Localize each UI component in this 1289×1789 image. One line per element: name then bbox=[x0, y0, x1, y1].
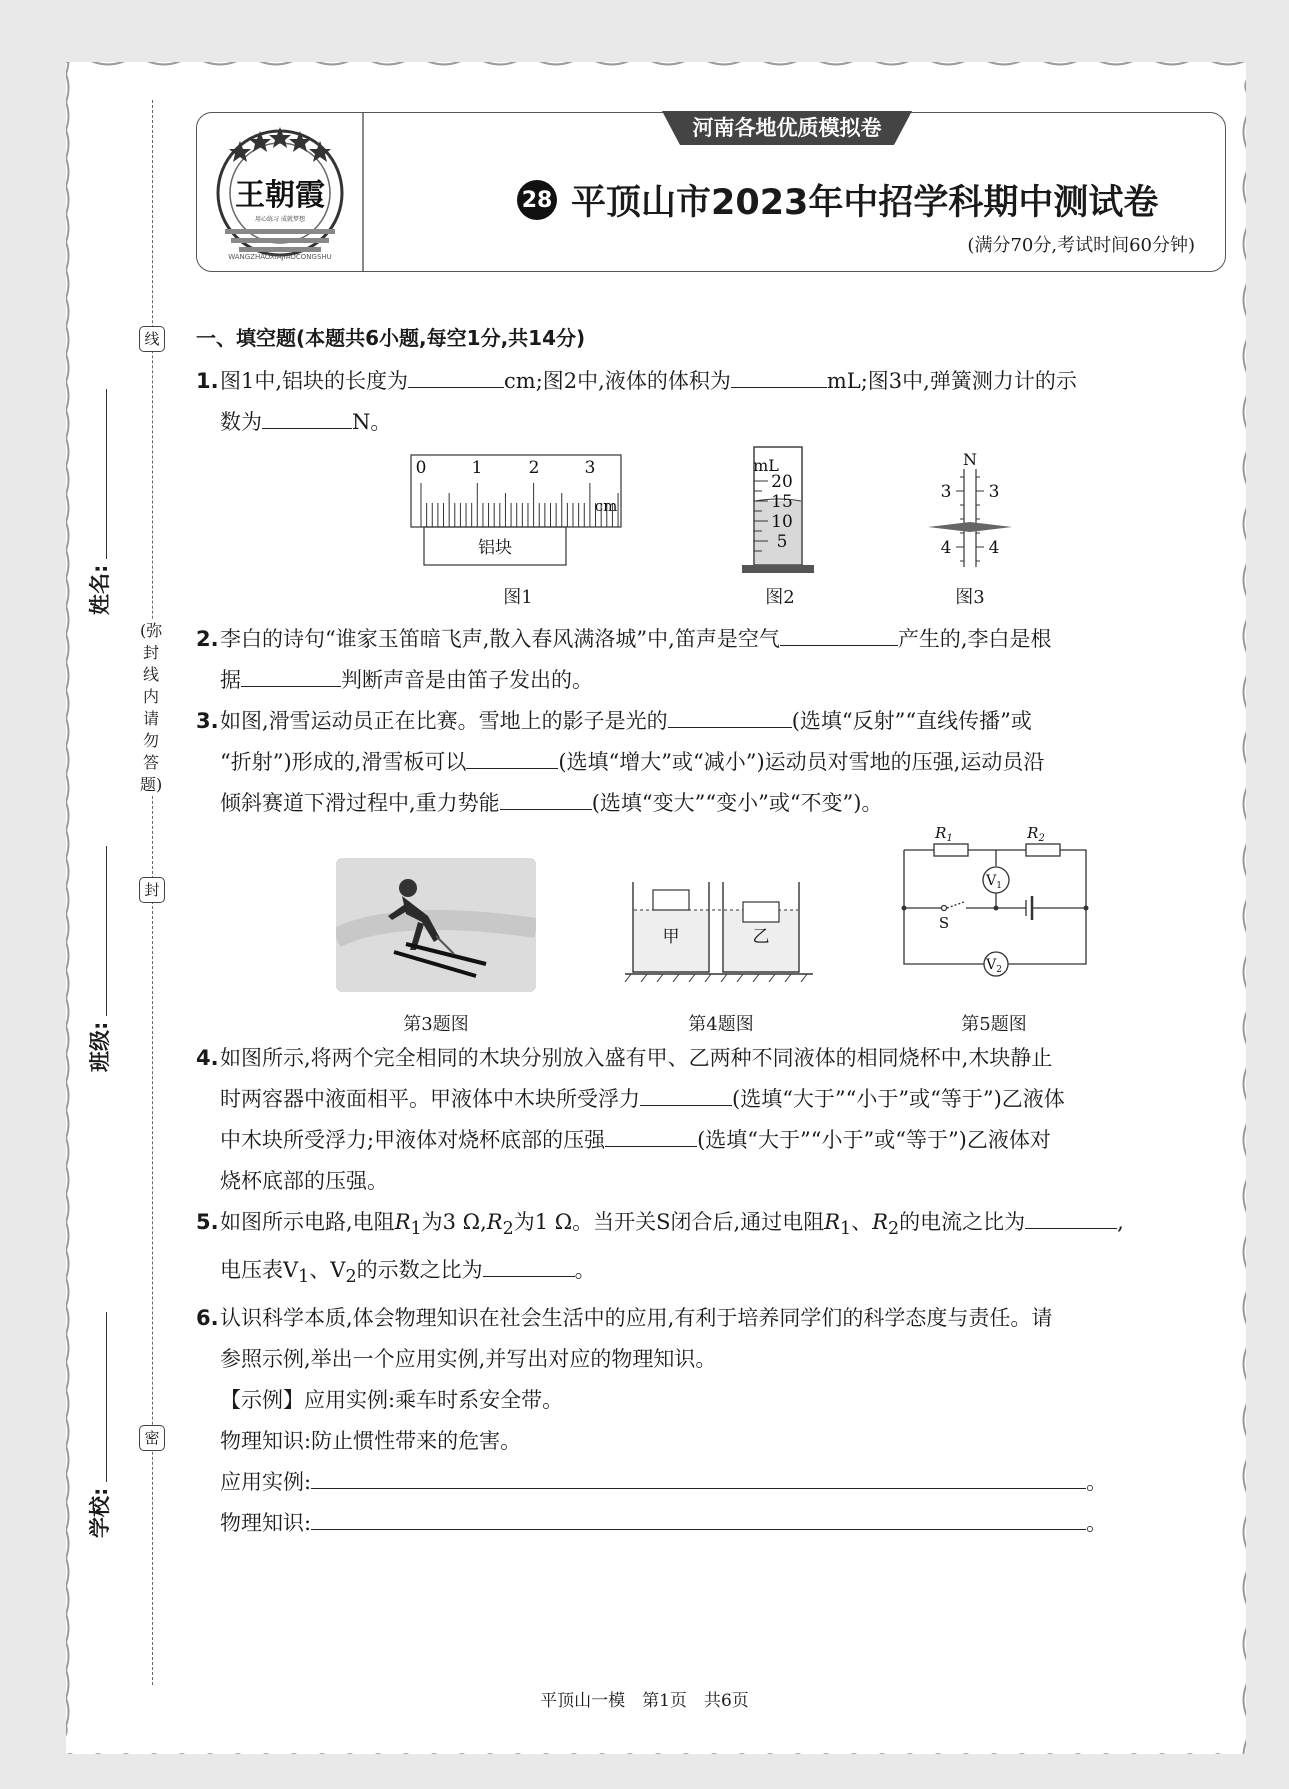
q3-text-3: “折射”)形成的,滑雪板可以 bbox=[220, 750, 467, 774]
q3-text-4: (选填“增大”或“减小”)运动员对雪地的压强,运动员沿 bbox=[558, 750, 1045, 774]
question-1 bbox=[196, 361, 1226, 443]
circuit-v2-sub: 2 bbox=[996, 965, 1002, 975]
q6-number: 6. bbox=[196, 1306, 219, 1331]
logo-pinyin: WANGZHAOXIAJIAOCONGSHU bbox=[228, 253, 332, 261]
q3-blank-2[interactable] bbox=[466, 742, 558, 769]
q6-example-knowledge: 物理知识:防止惯性带来的危害。 bbox=[220, 1429, 522, 1454]
ruler-label-1: 1 bbox=[471, 458, 483, 478]
q2-blank-1[interactable] bbox=[780, 619, 898, 646]
q2-text-3: 据 bbox=[220, 668, 241, 692]
ruler-unit: cm bbox=[594, 497, 618, 515]
svg-text:R2 bbox=[1026, 824, 1045, 844]
figure-beakers bbox=[621, 876, 817, 986]
fig-q4-caption: 第4题图 bbox=[688, 1014, 754, 1035]
seal-note: (弥封线内请勿答题) bbox=[140, 621, 163, 794]
figure-circuit bbox=[896, 824, 1096, 994]
block-label: 铝块 bbox=[478, 538, 512, 558]
q4-text-6: 烧杯底部的压强。 bbox=[220, 1169, 388, 1193]
paper-number: 28 bbox=[517, 180, 557, 220]
scale-mark-4-left: 4 bbox=[940, 538, 952, 558]
ruler-label-2: 2 bbox=[528, 458, 540, 478]
q5-number: 5. bbox=[196, 1210, 219, 1234]
page-title: 平顶山市2023年中招学科期中测试卷 bbox=[571, 183, 1159, 223]
q5-r2b: R bbox=[872, 1210, 888, 1234]
publisher-logo bbox=[205, 121, 355, 261]
cylinder-mark-10: 10 bbox=[771, 512, 793, 532]
q1-text-3: mL;图3中,弹簧测力计的示 bbox=[826, 369, 1077, 393]
scale-mark-4-right: 4 bbox=[988, 538, 1000, 558]
fig2-caption: 图2 bbox=[765, 587, 795, 608]
q5-text-5: 的电流之比为 bbox=[899, 1210, 1026, 1234]
logo-name: 王朝霞 bbox=[235, 178, 325, 213]
q5-text-7: 电压表V bbox=[220, 1258, 299, 1283]
fig-q3-caption: 第3题图 bbox=[403, 1014, 469, 1035]
q4-text-4: 中木块所受浮力;甲液体对烧杯底部的压强 bbox=[220, 1128, 606, 1152]
circuit-switch: S bbox=[938, 914, 950, 932]
ruler-label-3: 3 bbox=[584, 458, 596, 478]
q5-blank-1[interactable] bbox=[1025, 1202, 1117, 1229]
question-2 bbox=[196, 619, 1226, 701]
q6-case-label: 应用实例: bbox=[220, 1470, 312, 1495]
name-label: 姓名: bbox=[88, 564, 112, 615]
q5-r2-sub: 2 bbox=[502, 1219, 514, 1240]
q5-v1-sub: 1 bbox=[298, 1267, 310, 1288]
question-5 bbox=[196, 1202, 1226, 1298]
q4-text-2: 时两容器中液面相平。甲液体中木块所受浮力 bbox=[220, 1087, 640, 1111]
figure-1-ruler bbox=[410, 453, 622, 583]
svg-text:V1 bbox=[985, 873, 1002, 891]
q5-r1b: R bbox=[824, 1210, 841, 1234]
svg-text:V2 bbox=[985, 957, 1002, 975]
q4-text-3: (选填“大于”“小于”或“等于”)乙液体 bbox=[732, 1087, 1065, 1111]
q5-text-10: 。 bbox=[574, 1258, 596, 1283]
banner-text: 河南各地优质模拟卷 bbox=[692, 116, 882, 140]
q4-text-5: (选填“大于”“小于”或“等于”)乙液体对 bbox=[697, 1128, 1051, 1152]
circuit-v2: V bbox=[986, 957, 997, 973]
q5-r1: R bbox=[394, 1210, 411, 1234]
q5-text-1: 如图所示电路,电阻 bbox=[220, 1210, 395, 1234]
q6-end-1: 。 bbox=[1086, 1470, 1108, 1495]
q3-text-1: 如图,滑雪运动员正在比赛。雪地上的影子是光的 bbox=[220, 709, 668, 733]
scale-mark-3-left: 3 bbox=[940, 482, 952, 502]
tag-seal: 封 bbox=[139, 877, 165, 903]
q5-text-3: 为1 Ω。当开关S闭合后,通过电阻 bbox=[513, 1210, 825, 1234]
figure-3-spring-scale bbox=[920, 447, 1020, 577]
name-field[interactable] bbox=[84, 389, 114, 615]
circuit-v1: V bbox=[986, 873, 997, 889]
fig1-caption: 图1 bbox=[503, 587, 533, 608]
q6-knowledge-label: 物理知识: bbox=[220, 1511, 312, 1536]
page-footer: 平顶山一模 第1页 共6页 bbox=[540, 1691, 749, 1711]
q1-blank-1[interactable] bbox=[408, 361, 504, 388]
logo-motto: 用心练习 成就梦想 bbox=[255, 216, 305, 223]
cylinder-unit: mL bbox=[753, 456, 779, 475]
q2-number: 2. bbox=[196, 627, 219, 651]
exam-info: (满分70分,考试时间60分钟) bbox=[967, 235, 1195, 256]
cylinder-mark-20: 20 bbox=[771, 472, 793, 492]
q5-r2: R bbox=[486, 1210, 503, 1234]
q2-text-2: 产生的,李白是根 bbox=[897, 627, 1052, 651]
q1-blank-3[interactable] bbox=[262, 402, 352, 429]
q3-blank-3[interactable] bbox=[500, 783, 592, 810]
q3-text-5: 倾斜赛道下滑过程中,重力势能 bbox=[220, 791, 500, 815]
figure-row-1 bbox=[196, 443, 1226, 619]
tag-secret: 密 bbox=[139, 1425, 165, 1451]
q6-knowledge-blank[interactable] bbox=[311, 1503, 1086, 1530]
circuit-r1-sub: 1 bbox=[946, 833, 953, 844]
q5-blank-2[interactable] bbox=[483, 1250, 575, 1277]
question-3 bbox=[196, 701, 1226, 824]
title-row bbox=[517, 175, 1158, 225]
q1-text-1: 图1中,铝块的长度为 bbox=[220, 369, 409, 393]
q4-blank-1[interactable] bbox=[640, 1079, 732, 1106]
tag-line: 线 bbox=[139, 326, 165, 352]
q5-text-6: , bbox=[1117, 1210, 1124, 1234]
class-label: 班级: bbox=[88, 1021, 112, 1072]
q4-text-1: 如图所示,将两个完全相同的木块分别放入盛有甲、乙两种不同液体的相同烧杯中,木块静止 bbox=[220, 1046, 1053, 1070]
q1-text-5: N。 bbox=[352, 410, 392, 434]
q4-number: 4. bbox=[196, 1046, 219, 1070]
q6-text-1: 认识科学本质,体会物理知识在社会生活中的应用,有利于培养同学们的科学态度与责任。请 bbox=[220, 1306, 1053, 1331]
q5-text-2: 为3 Ω, bbox=[421, 1210, 487, 1234]
questions bbox=[196, 318, 1226, 1544]
class-field[interactable] bbox=[84, 846, 114, 1072]
question-4 bbox=[196, 1038, 1226, 1202]
q6-example-case: 【示例】应用实例:乘车时系安全带。 bbox=[220, 1388, 564, 1413]
beaker-b-label: 乙 bbox=[752, 927, 770, 947]
q4-blank-2[interactable] bbox=[605, 1120, 697, 1147]
circuit-r2-sub: 2 bbox=[1038, 833, 1045, 844]
cylinder-mark-5: 5 bbox=[776, 532, 788, 552]
q3-blank-1[interactable] bbox=[668, 701, 792, 728]
q6-end-2: 。 bbox=[1086, 1511, 1108, 1536]
beaker-a-label: 甲 bbox=[662, 927, 680, 947]
q5-r1b-sub: 1 bbox=[840, 1219, 852, 1240]
q2-blank-2[interactable] bbox=[241, 660, 341, 687]
ruler-label-0: 0 bbox=[415, 458, 427, 478]
q3-text-6: (选填“变大”“变小”或“不变”)。 bbox=[591, 791, 883, 815]
name-blank[interactable] bbox=[88, 389, 107, 559]
school-field[interactable] bbox=[84, 1312, 114, 1538]
q2-text-4: 判断声音是由笛子发出的。 bbox=[341, 668, 593, 692]
school-blank[interactable] bbox=[88, 1312, 107, 1482]
q2-text-1: 李白的诗句“谁家玉笛暗飞声,散入春风满洛城”中,笛声是空气 bbox=[220, 627, 780, 651]
circuit-r2: R bbox=[1027, 824, 1039, 842]
circuit-v1-sub: 1 bbox=[996, 881, 1002, 891]
svg-text:R1 bbox=[934, 824, 953, 844]
q5-text-9: 的示数之比为 bbox=[356, 1258, 483, 1283]
q3-number: 3. bbox=[196, 709, 219, 733]
school-label: 学校: bbox=[88, 1487, 112, 1538]
q6-case-blank[interactable] bbox=[311, 1462, 1086, 1489]
figure-row-2 bbox=[196, 824, 1226, 1038]
q1-number: 1. bbox=[196, 369, 219, 393]
circuit-r1: R bbox=[935, 824, 947, 842]
scale-unit: N bbox=[963, 450, 977, 469]
section-title: 一、填空题(本题共6小题,每空1分,共14分) bbox=[196, 326, 586, 350]
q1-blank-2[interactable] bbox=[731, 361, 827, 388]
cylinder-mark-15: 15 bbox=[771, 492, 793, 512]
class-blank[interactable] bbox=[88, 846, 107, 1016]
header-box bbox=[196, 112, 1226, 272]
q1-text-2: cm;图2中,液体的体积为 bbox=[504, 369, 731, 393]
q5-r1-sub: 1 bbox=[410, 1219, 422, 1240]
logo-divider bbox=[362, 113, 364, 271]
fig3-caption: 图3 bbox=[955, 587, 985, 608]
q5-text-8: 、V bbox=[309, 1258, 346, 1283]
q5-r2b-sub: 2 bbox=[888, 1219, 900, 1240]
q5-v2-sub: 2 bbox=[345, 1267, 357, 1288]
scale-mark-3-right: 3 bbox=[988, 482, 1000, 502]
q1-text-4: 数为 bbox=[220, 410, 262, 434]
q5-text-4: 、 bbox=[851, 1210, 873, 1234]
q6-text-2: 参照示例,举出一个应用实例,并写出对应的物理知识。 bbox=[220, 1347, 717, 1372]
fig-q5-caption: 第5题图 bbox=[961, 1014, 1027, 1035]
question-6 bbox=[196, 1298, 1226, 1544]
figure-2-cylinder bbox=[738, 443, 838, 583]
figure-skier-photo bbox=[336, 858, 536, 992]
q3-text-2: (选填“反射”“直线传播”或 bbox=[791, 709, 1032, 733]
